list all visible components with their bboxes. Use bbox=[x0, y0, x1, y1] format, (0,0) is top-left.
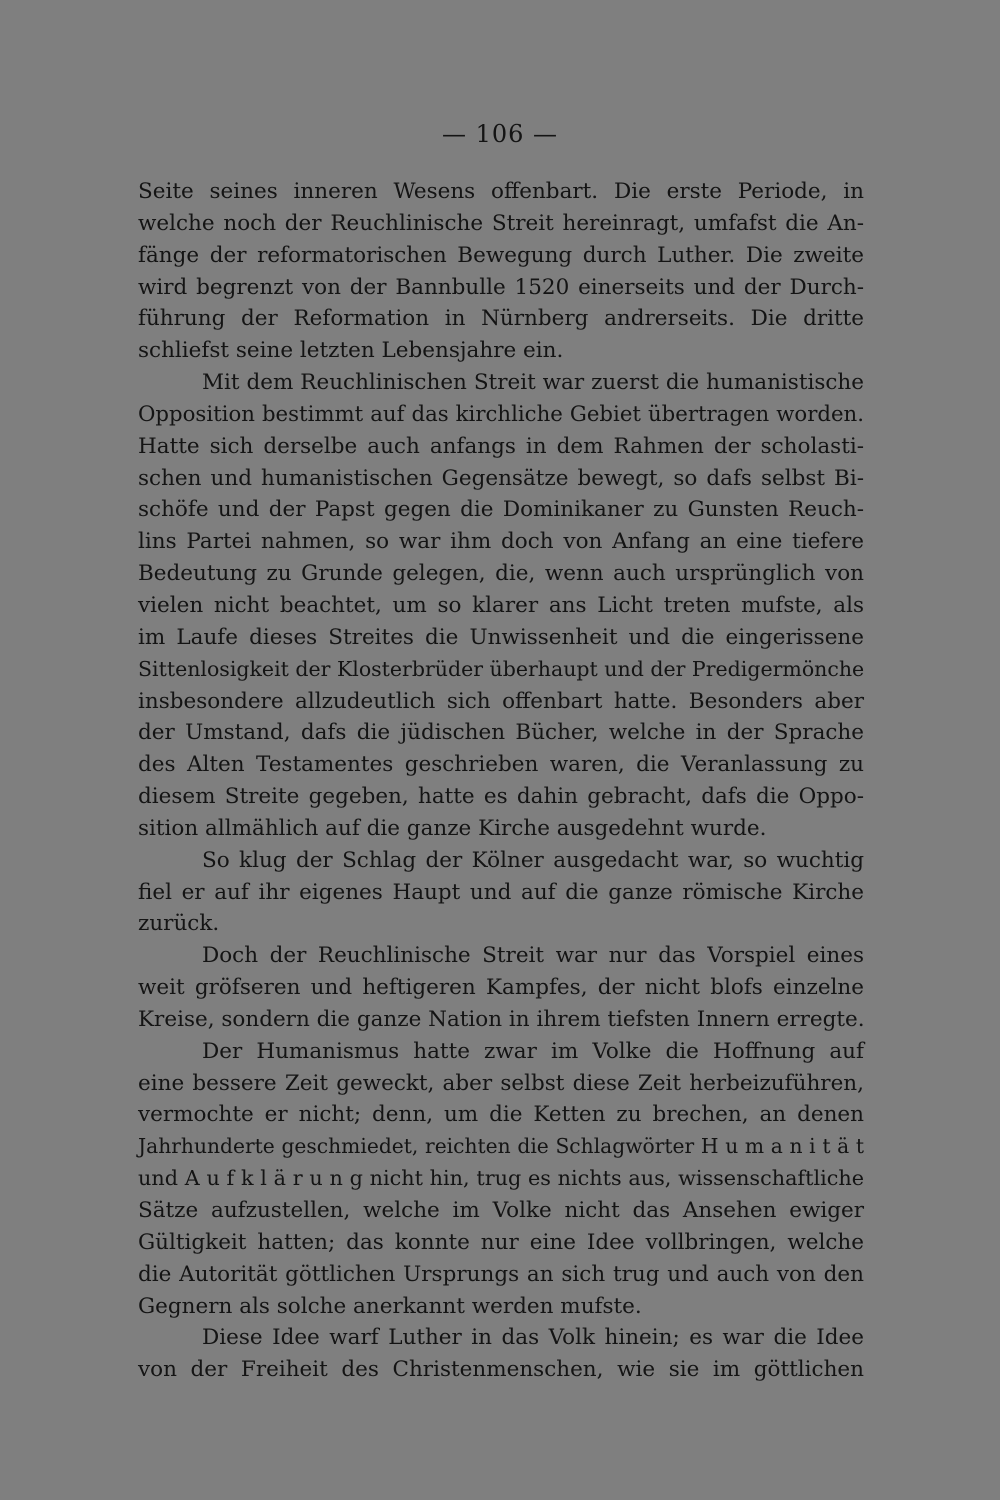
text-line: Doch der Reuchlinische Streit war nur das Vorspiel eines bbox=[202, 943, 864, 969]
text-line: zurück. bbox=[138, 911, 220, 937]
text-line: der Umstand, dafs die jüdischen Bücher, welche in der Sprache bbox=[138, 720, 864, 746]
text-line: Gegnern als solche anerkannt werden mufste. bbox=[138, 1293, 642, 1319]
text-line: sition allmählich auf die ganze Kirche ausgedehnt wurde. bbox=[138, 815, 767, 841]
text-line: insbesondere allzudeutlich sich offenbart hatte. Besonders aber bbox=[138, 688, 864, 714]
text-line: diesem Streite gegeben, hatte es dahin gebracht, dafs die Oppo- bbox=[138, 784, 864, 810]
text-line: Opposition bestimmt auf das kirchliche Gebiet übertragen worden. bbox=[138, 401, 864, 427]
text-line: schöfe und der Papst gegen die Dominikaner zu Gunsten Reuch- bbox=[138, 497, 864, 523]
page-number: — 106 — bbox=[441, 120, 559, 148]
text-line: wird begrenzt von der Bannbulle 1520 einerseits und der Durch- bbox=[138, 274, 864, 300]
text-line: die Autorität göttlichen Ursprungs an sich trug und auch von den bbox=[138, 1261, 864, 1287]
text-line: Bedeutung zu Grunde gelegen, die, wenn auch ursprünglich von bbox=[138, 561, 864, 587]
text-line: führung der Reformation in Nürnberg andrerseits. Die dritte bbox=[138, 306, 864, 332]
text-line: welche noch der Reuchlinische Streit hereinragt, umfafst die An- bbox=[138, 210, 864, 236]
text-line: Sätze aufzustellen, welche im Volke nicht das Ansehen ewiger bbox=[138, 1198, 864, 1223]
text-line: fiel er auf ihr eigenes Haupt und auf die ganze römische Kirche bbox=[138, 879, 864, 905]
text-line: So klug der Schlag der Kölner ausgedacht war, so wuchtig bbox=[202, 847, 864, 873]
text-line: Gültigkeit hatten; das konnte nur eine Idee vollbringen, welche bbox=[138, 1229, 864, 1255]
text-line: Seite seines inneren Wesens offenbart. Die erste Periode, in bbox=[138, 179, 864, 204]
text-line: lins Partei nahmen, so war ihm doch von Anfang an eine tiefere bbox=[138, 529, 864, 555]
text-line: vielen nicht beachtet, um so klarer ans Licht treten mufste, als bbox=[138, 592, 864, 618]
text-line: Sittenlosigkeit der Klosterbrüder überhaupt und der Predigermönche bbox=[138, 656, 865, 681]
text-line: schen und humanistischen Gegensätze bewegt, so dafs selbst Bi- bbox=[138, 465, 864, 491]
text-line: fänge der reformatorischen Bewegung durch Luther. Die zweite bbox=[138, 242, 864, 268]
text-line: im Laufe dieses Streites die Unwissenheit und die eingerissene bbox=[138, 624, 864, 650]
text-line: von der Freiheit des Christenmenschen, wie sie im göttlichen bbox=[138, 1357, 864, 1383]
text-line: Diese Idee warf Luther in das Volk hinein; es war die Idee bbox=[202, 1325, 864, 1351]
text-line: weit gröfseren und heftigeren Kampfes, der nicht blofs einzelne bbox=[138, 975, 864, 1001]
body-text bbox=[138, 176, 864, 1386]
text-line: schliefst seine letzten Lebensjahre ein. bbox=[138, 338, 564, 364]
text-line: des Alten Testamentes geschrieben waren, die Veranlassung zu bbox=[138, 752, 864, 778]
text-line: Jahrhunderte geschmiedet, reichten die Schlagwörter H u m a n i t ä t bbox=[138, 1134, 864, 1159]
text-line: Hatte sich derselbe auch anfangs in dem Rahmen der scholasti- bbox=[138, 433, 864, 459]
text-line: und A u f k l ä r u n g nicht hin, trug es nichts aus, wissenschaftliche bbox=[138, 1166, 864, 1191]
text-line: Der Humanismus hatte zwar im Volke die Hoffnung auf bbox=[202, 1038, 864, 1064]
text-line: vermochte er nicht; denn, um die Ketten zu brechen, an denen bbox=[138, 1102, 864, 1128]
text-line: Mit dem Reuchlinischen Streit war zuerst die humanistische bbox=[202, 370, 864, 396]
text-line: eine bessere Zeit geweckt, aber selbst diese Zeit herbeizuführen, bbox=[138, 1070, 864, 1096]
text-line: Kreise, sondern die ganze Nation in ihrem tiefsten Innern erregte. bbox=[138, 1006, 865, 1032]
